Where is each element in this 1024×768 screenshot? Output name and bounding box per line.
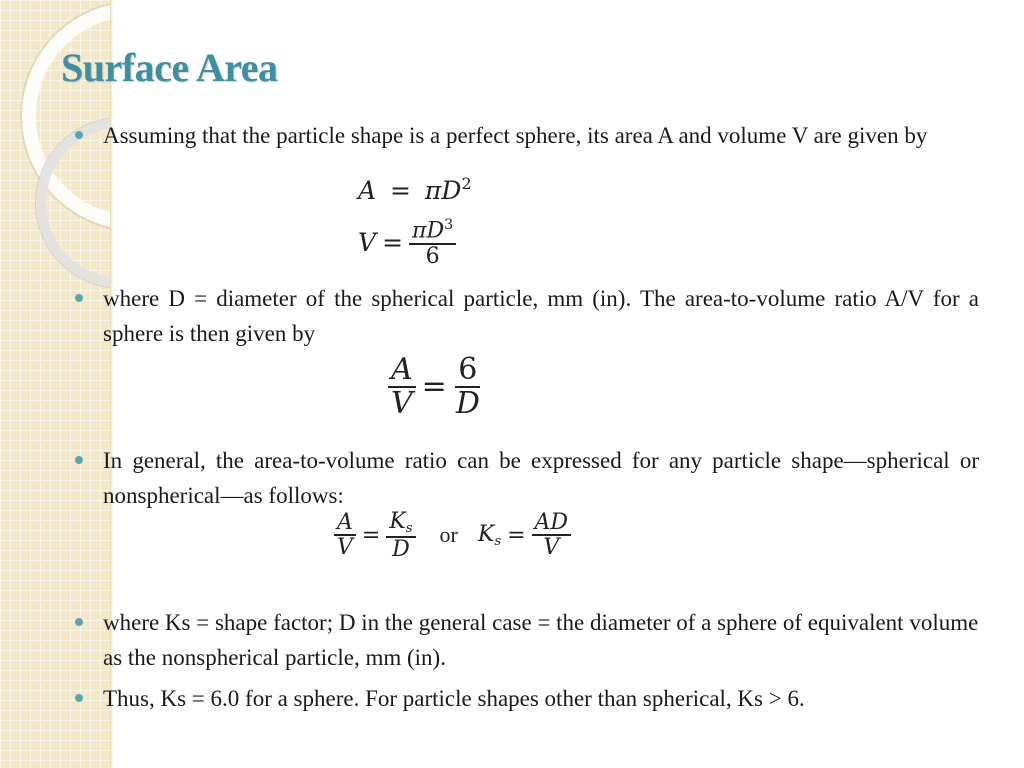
eq-general-equals-2: = — [507, 522, 526, 548]
eq-general-ad: AD — [532, 511, 572, 536]
bullet-item — [103, 605, 979, 675]
bullet-dot-icon — [75, 618, 83, 626]
eq-general-or: or — [439, 522, 458, 548]
eq-general-v: V — [337, 535, 353, 561]
bullet-text: In general, the area-to-volume ratio can be expressed for any particle shape—spherical or nonspherical—as follows: — [103, 448, 979, 508]
equation-area — [358, 174, 472, 205]
eq-volume-denominator: 6 — [425, 243, 440, 269]
eq-general-s: s — [405, 520, 413, 536]
eq-volume-lhs: V — [358, 228, 377, 258]
bullet-item — [103, 681, 979, 716]
eq-area-equals: = — [390, 175, 411, 205]
eq-general-adv-fraction — [532, 511, 572, 559]
bullet-dot-icon — [75, 131, 83, 139]
bullet-dot-icon — [75, 456, 83, 464]
bullet-item — [103, 281, 979, 351]
eq-general-ks-lhs — [478, 522, 501, 549]
equation-ratio-sphere — [388, 354, 483, 419]
equation-volume — [358, 218, 456, 268]
bullet-text: Thus, Ks = 6.0 for a sphere. For particle shapes other than spherical, Ks > 6. — [103, 686, 805, 711]
eq-area-exponent: 2 — [461, 174, 472, 193]
eq-ratio-equals: = — [421, 369, 447, 404]
eq-general-av-fraction — [334, 511, 356, 559]
eq-general-a: A — [334, 511, 356, 536]
eq-volume-fraction — [409, 218, 456, 268]
bullet-text: Assuming that the particle shape is a perfect sphere, its area A and volume V are given by — [103, 123, 928, 148]
bullet-item — [103, 118, 979, 153]
bullet-dot-icon — [75, 694, 83, 702]
eq-ratio-left-numerator: A — [388, 354, 416, 388]
bullet-text: where Ks = shape factor; D in the general case = the diameter of a sphere of equivalent volume as the nonspherical particle, mm (in). — [103, 610, 979, 670]
eq-general-v2: V — [543, 535, 560, 561]
eq-general-d: D — [392, 536, 410, 562]
slide-title: Surface Area — [61, 45, 278, 90]
equation-general — [334, 510, 571, 561]
bullet-dot-icon — [75, 294, 83, 302]
eq-area-rhs: πD — [424, 175, 462, 205]
eq-general-k: K — [389, 509, 406, 534]
eq-general-equals-1: = — [361, 522, 381, 548]
decorative-side-strip — [0, 0, 112, 768]
eq-general-k2: K — [477, 521, 495, 547]
eq-volume-exponent: 3 — [444, 217, 454, 233]
eq-ratio-right-fraction — [453, 354, 483, 419]
eq-volume-equals: = — [382, 228, 404, 258]
eq-volume-numerator: πD — [412, 218, 445, 244]
eq-general-ksd-fraction — [386, 510, 415, 561]
eq-ratio-right-denominator: D — [455, 385, 480, 421]
bullet-item — [103, 443, 979, 513]
eq-ratio-left-fraction — [388, 354, 416, 419]
eq-ratio-left-denominator: V — [391, 385, 413, 421]
eq-ratio-right-numerator: 6 — [455, 354, 480, 388]
eq-area-lhs: A — [358, 175, 377, 205]
bullet-text: where D = diameter of the spherical particle, mm (in). The area-to-volume ratio A/V for a sphere is then given by — [103, 286, 979, 346]
eq-general-s2: s — [494, 533, 502, 549]
